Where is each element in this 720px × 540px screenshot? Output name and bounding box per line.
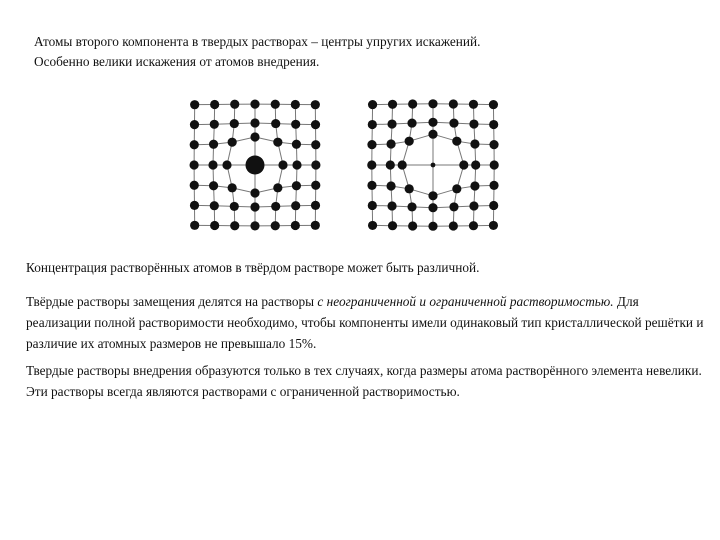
lattice-atom — [190, 201, 199, 210]
lattice-atom — [405, 184, 414, 193]
lattice-atom — [311, 221, 320, 230]
lattice-atom — [311, 160, 320, 169]
lattice-atom — [190, 120, 199, 129]
lattice-atom — [368, 120, 377, 129]
lattice-atom — [367, 140, 376, 149]
lattice-atom — [271, 119, 280, 128]
lattice-atom — [208, 160, 217, 169]
substitution-text-start: Твёрдые растворы замещения делятся на растворы — [26, 294, 318, 309]
lattice-atom — [228, 183, 237, 192]
interstitial-lattice-figure — [358, 90, 508, 240]
lattice-atom — [449, 99, 458, 108]
interstitial-atom — [431, 163, 436, 168]
lattice-atom — [190, 100, 199, 109]
lattice-atom — [368, 221, 377, 230]
lattice-atom — [210, 120, 219, 129]
lattice-atom — [291, 221, 300, 230]
lattice-atom — [398, 160, 407, 169]
lattice-atom — [311, 120, 320, 129]
lattice-atom — [190, 221, 199, 230]
lattice-atom — [489, 181, 498, 190]
lattice-atom — [291, 120, 300, 129]
lattice-atom — [210, 201, 219, 210]
lattice-atom — [367, 160, 376, 169]
lattice-atom — [368, 100, 377, 109]
lattice-atom — [407, 202, 416, 211]
lattice-atom — [190, 181, 199, 190]
lattice-atom — [190, 140, 199, 149]
lattice-atom — [386, 181, 395, 190]
lattice-atom — [367, 181, 376, 190]
lattice-atom — [489, 100, 498, 109]
lattice-atom — [311, 140, 320, 149]
lattice-atom — [469, 119, 478, 128]
lattice-atom — [469, 201, 478, 210]
lattice-atom — [311, 181, 320, 190]
lattice-atom — [428, 130, 437, 139]
lattice-atom — [386, 160, 395, 169]
substitution-lattice-figure — [180, 90, 330, 240]
lattice-atom — [230, 221, 239, 230]
substitution-emphasis: с неограниченной и ограниченной растворимостью. — [317, 294, 614, 309]
lattice-atom — [428, 99, 437, 108]
intro-line-1: Атомы второго компонента в твердых растворах – центры упругих искажений. — [34, 34, 481, 49]
lattice-atom — [388, 221, 397, 230]
lattice-atom — [271, 221, 280, 230]
lattice-atom — [459, 160, 468, 169]
lattice-atom — [250, 202, 259, 211]
lattice-atom — [209, 140, 218, 149]
lattice-atom — [292, 140, 301, 149]
lattice-atom — [230, 119, 239, 128]
lattice-atom — [386, 139, 395, 148]
lattice-atom — [311, 100, 320, 109]
lattice-atom — [190, 160, 199, 169]
lattice-atom — [490, 160, 499, 169]
lattice-atom — [271, 202, 280, 211]
lattice-atom — [222, 160, 231, 169]
lattice-atom — [428, 203, 437, 212]
lattice-atom — [271, 100, 280, 109]
lattice-atom — [452, 184, 461, 193]
lattice-atom — [291, 100, 300, 109]
lattice-atom — [250, 221, 259, 230]
paragraph-interstitial: Твердые растворы внедрения образуются только в тех случаях, когда размеры атома растворённого элемента невелики. Эти растворы всегда являются растворами с ограниченной растворимостью. — [26, 363, 702, 399]
intro-text — [34, 32, 480, 72]
lattice-atom — [489, 140, 498, 149]
lattice-atom — [428, 191, 437, 200]
lattice-atom — [452, 137, 461, 146]
lattice-atom — [489, 201, 498, 210]
lattice-atom — [388, 100, 397, 109]
lattice-atom — [250, 118, 259, 127]
solute-atom-large — [246, 156, 265, 175]
lattice-atom — [449, 221, 458, 230]
lattice-atom — [428, 118, 437, 127]
lattice-atom — [292, 160, 301, 169]
lattice-atom — [470, 139, 479, 148]
lattice-atom — [449, 202, 458, 211]
lattice-atom — [228, 138, 237, 147]
lattice-atom — [210, 100, 219, 109]
lattice-atom — [311, 201, 320, 210]
lattice-atom — [408, 221, 417, 230]
lattice-atom — [292, 181, 301, 190]
lattice-atom — [250, 132, 259, 141]
lattice-atom — [278, 160, 287, 169]
lattice-atom — [210, 221, 219, 230]
lattice-atom — [470, 181, 479, 190]
paragraph-concentration: Концентрация растворённых атомов в твёрдом растворе может быть различной. — [26, 260, 480, 275]
lattice-atom — [471, 160, 480, 169]
intro-line-2: Особенно велики искажения от атомов внедрения. — [34, 54, 320, 69]
lattice-atom — [387, 119, 396, 128]
substitution-text-end: Для реализации полной растворимости необходимо, чтобы компоненты имели одинаковый тип кристаллической решётки и различие их атомных размеров не превышало 15%. — [26, 294, 704, 351]
lattice-atom — [489, 221, 498, 230]
lattice-atom — [387, 201, 396, 210]
lattice-atom — [469, 100, 478, 109]
lattice-atom — [469, 221, 478, 230]
lattice-atom — [408, 99, 417, 108]
lattice-atom — [250, 100, 259, 109]
lattice-atom — [489, 120, 498, 129]
lattice-atom — [368, 201, 377, 210]
lattice-atom — [405, 137, 414, 146]
lattice-atom — [273, 183, 282, 192]
lattice-atom — [230, 202, 239, 211]
lattice-atom — [273, 138, 282, 147]
lattice-atom — [407, 118, 416, 127]
paragraph-substitution — [26, 291, 706, 354]
lattice-atom — [291, 201, 300, 210]
lattice-atom — [209, 181, 218, 190]
lattice-atom — [250, 188, 259, 197]
lattice-atom — [449, 118, 458, 127]
lattice-atom — [428, 222, 437, 231]
lattice-atom — [230, 100, 239, 109]
